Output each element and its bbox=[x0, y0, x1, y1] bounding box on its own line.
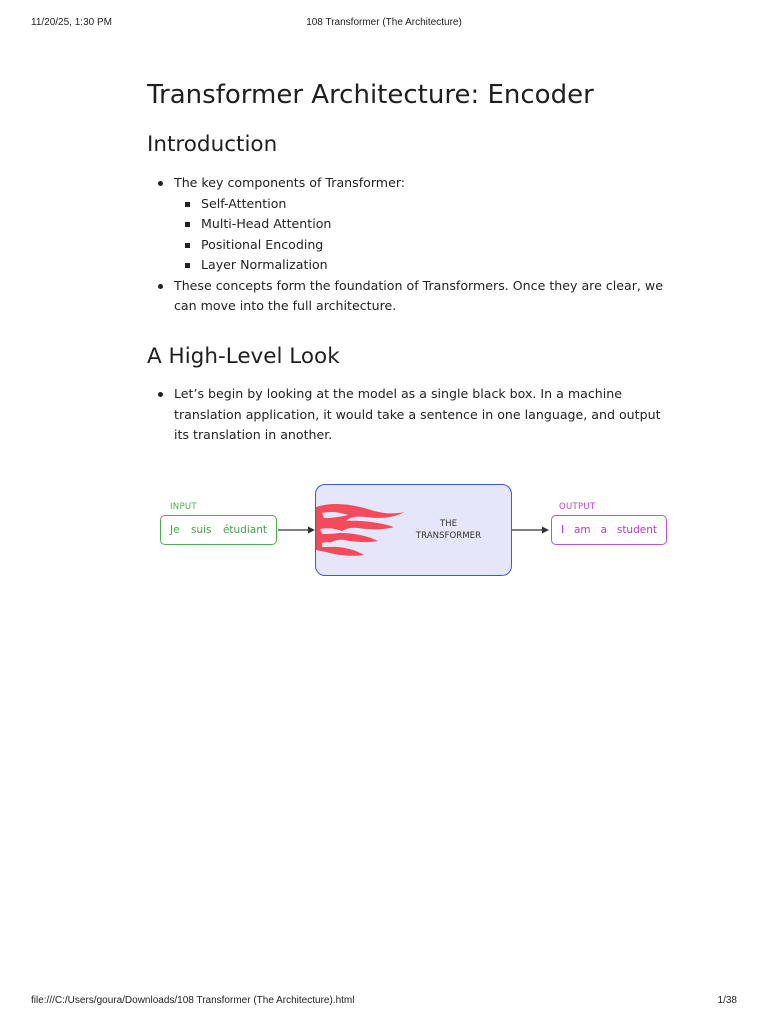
page-number: 1/38 bbox=[717, 995, 737, 1006]
list-item: Layer Normalization bbox=[174, 255, 672, 276]
output-label: OUTPUT bbox=[559, 502, 596, 512]
output-word: student bbox=[616, 524, 657, 536]
output-word: a bbox=[600, 524, 607, 536]
component-list bbox=[174, 194, 672, 276]
high-level-heading: A High-Level Look bbox=[147, 344, 340, 369]
output-word: am bbox=[573, 524, 591, 536]
list-item: Self-Attention bbox=[174, 194, 672, 215]
input-label: INPUT bbox=[170, 502, 197, 512]
list-item-text: The key components of Transformer: bbox=[174, 175, 406, 190]
transformer-label bbox=[406, 518, 491, 542]
transformer-label-line: TRANSFORMER bbox=[415, 531, 482, 541]
print-date: 11/20/25, 1:30 PM bbox=[31, 17, 112, 28]
page-title: Transformer Architecture: Encoder bbox=[147, 80, 594, 110]
list-item: These concepts form the foundation of Transformers. Once they are clear, we can move into the full architecture. bbox=[147, 276, 672, 317]
print-title: 108 Transformer (The Architecture) bbox=[306, 17, 462, 28]
output-sentence-box bbox=[551, 515, 667, 545]
output-word: I bbox=[561, 524, 565, 536]
transformer-box bbox=[315, 484, 512, 576]
print-footer bbox=[0, 995, 768, 1009]
introduction-heading: Introduction bbox=[147, 132, 278, 157]
list-item: Let’s begin by looking at the model as a single black box. In a machine translation application, it would take a sentence in one language, and output its translation in another. bbox=[147, 384, 672, 446]
input-word: Je bbox=[170, 524, 180, 536]
input-arrow-icon bbox=[278, 524, 316, 536]
output-arrow-icon bbox=[512, 524, 550, 536]
file-path: file:///C:/Users/goura/Downloads/108 Transformer (The Architecture).html bbox=[31, 995, 355, 1006]
list-item: Multi-Head Attention bbox=[174, 214, 672, 235]
input-word: suis bbox=[191, 524, 212, 536]
print-header bbox=[0, 17, 768, 31]
list-item: Positional Encoding bbox=[174, 235, 672, 256]
introduction-list bbox=[147, 173, 672, 317]
transformer-label-line: THE bbox=[439, 519, 458, 529]
input-sentence-box bbox=[160, 515, 277, 545]
high-level-list bbox=[147, 384, 672, 446]
input-word: étudiant bbox=[222, 524, 267, 536]
list-item bbox=[147, 173, 672, 276]
flames-icon bbox=[316, 503, 408, 559]
